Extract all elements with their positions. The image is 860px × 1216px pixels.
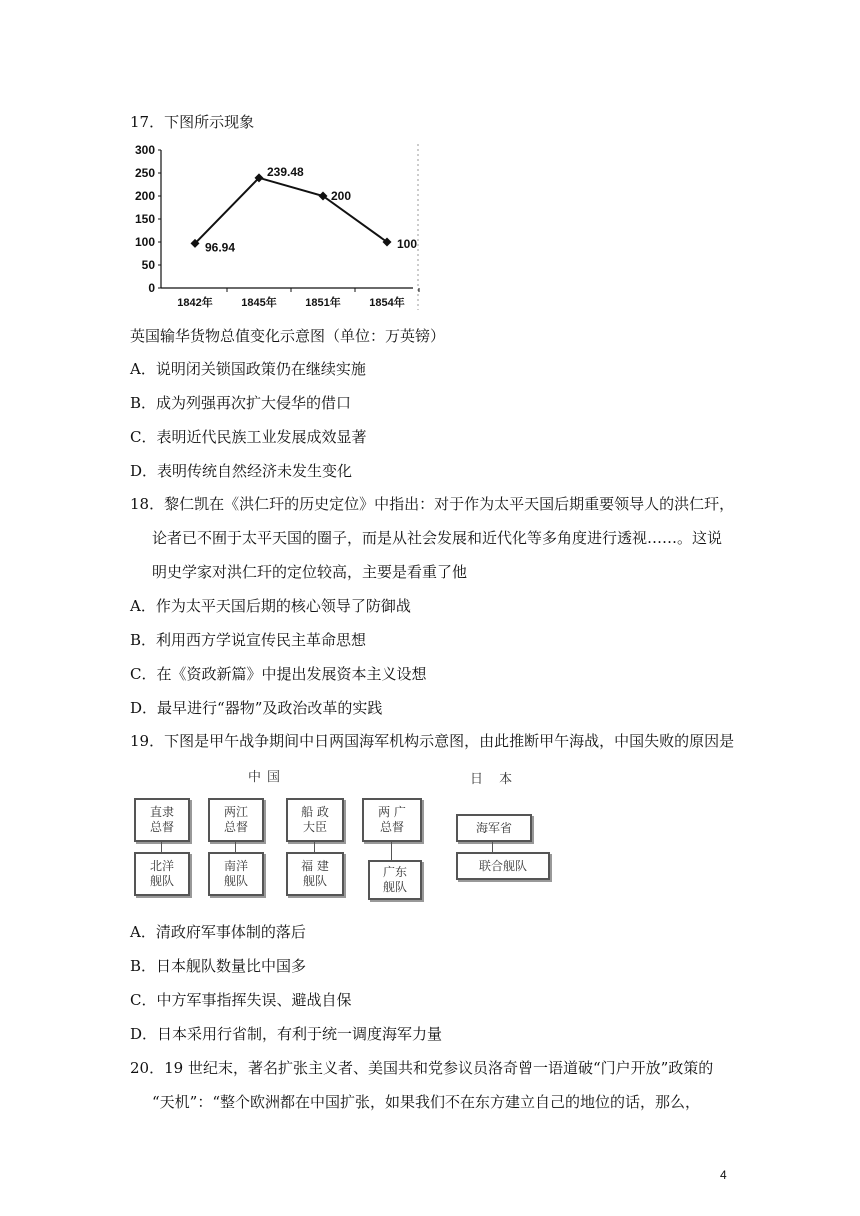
q18-option-b: B．利用西方学说宣传民主革命思想 (130, 631, 367, 649)
x-tick-label: 1851年 (305, 297, 341, 309)
y-tick-label: 150 (134, 212, 155, 226)
y-tick-label: 300 (134, 143, 155, 157)
connector-4 (391, 842, 392, 860)
q18-stem-line-3: 明史学家对洪仁玕的定位较高，主要是看重了他 (152, 563, 468, 581)
data-label: 100 (397, 237, 418, 251)
china-bottom-box-1: 北洋 舰队 (134, 852, 190, 896)
q18-option-a: A．作为太平天国后期的核心领导了防御战 (130, 597, 411, 615)
q17-stem: 17．下图所示现象 (130, 113, 255, 131)
y-tick-label: 200 (134, 189, 155, 203)
china-top-box-3: 船 政 大臣 (286, 798, 344, 842)
china-top-box-4: 两 广 总督 (362, 798, 422, 842)
series-line (195, 178, 387, 244)
q20-stem-line-1: 20．19 世纪末，著名扩张主义者、美国共和党参议员洛奇曾一语道破“门户开放”政策的 (130, 1059, 714, 1077)
q19-option-b: B．日本舰队数量比中国多 (130, 957, 307, 975)
q19-stem: 19．下图是甲午战争期间中日两国海军机构示意图，由此推断甲午海战，中国失败的原因是 (130, 732, 735, 750)
chart-caption: 英国输华货物总值变化示意图（单位：万英镑） (130, 327, 446, 345)
line-chart (125, 138, 425, 318)
connector-1 (161, 842, 162, 852)
japan-connector (492, 842, 493, 852)
china-bottom-box-4: 广东 舰队 (368, 860, 422, 900)
q18-option-c: C．在《资政新篇》中提出发展资本主义设想 (130, 665, 427, 683)
q17-option-c: C．表明近代民族工业发展成效显著 (130, 428, 367, 446)
q19-option-d: D．日本采用行省制，有利于统一调度海军力量 (130, 1025, 443, 1043)
japan-bottom-box: 联合舰队 (456, 852, 550, 880)
y-tick-label: 0 (148, 281, 155, 295)
q20-stem-line-2: “天机”：“整个欧洲都在中国扩张，如果我们不在东方建立自己的地位的话，那么， (152, 1093, 701, 1111)
page-number: 4 (720, 1168, 727, 1182)
connector-2 (235, 842, 236, 852)
q18-option-d: D．最早进行“器物”及政治改革的实践 (130, 699, 383, 717)
data-label: 96.94 (205, 240, 236, 255)
q17-option-d: D．表明传统自然经济未发生变化 (130, 462, 353, 480)
q19-option-c: C．中方军事指挥失误、避战自保 (130, 991, 352, 1009)
data-label: 200 (331, 189, 352, 203)
china-title: 中国 (248, 770, 287, 785)
x-tick-label: 1845年 (241, 297, 277, 309)
y-tick-label: 100 (134, 235, 155, 249)
q17-option-b: B．成为列强再次扩大侵华的借口 (130, 394, 352, 412)
japan-title: 日 本 (470, 772, 519, 787)
china-top-box-1: 直隶 总督 (134, 798, 190, 842)
x-tick-label: 1854年 (369, 297, 405, 309)
china-top-box-2: 两江 总督 (208, 798, 264, 842)
chart-y-ticks (135, 143, 161, 295)
chart-points (191, 173, 392, 248)
chart-x-labels (177, 288, 419, 309)
y-tick-label: 50 (141, 258, 155, 272)
y-tick-label: 250 (134, 166, 155, 180)
data-label: 239.48 (267, 164, 304, 179)
q17-option-a: A．说明闭关锁国政策仍在继续实施 (130, 360, 366, 378)
q18-stem-line-2: 论者已不囿于太平天国的圈子，而是从社会发展和近代化等多角度进行透视……。这说 (152, 529, 723, 547)
x-tick-label: 1842年 (177, 297, 213, 309)
q18-stem-line-1: 18．黎仁凯在《洪仁玕的历史定位》中指出：对于作为太平天国后期重要领导人的洪仁玕， (130, 495, 735, 513)
connector-3 (314, 842, 315, 852)
china-bottom-box-3: 福 建 舰队 (286, 852, 344, 896)
china-bottom-box-2: 南洋 舰队 (208, 852, 264, 896)
japan-top-box: 海军省 (456, 814, 532, 842)
navy-organization-diagram (128, 764, 568, 904)
q19-option-a: A．清政府军事体制的落后 (130, 923, 306, 941)
